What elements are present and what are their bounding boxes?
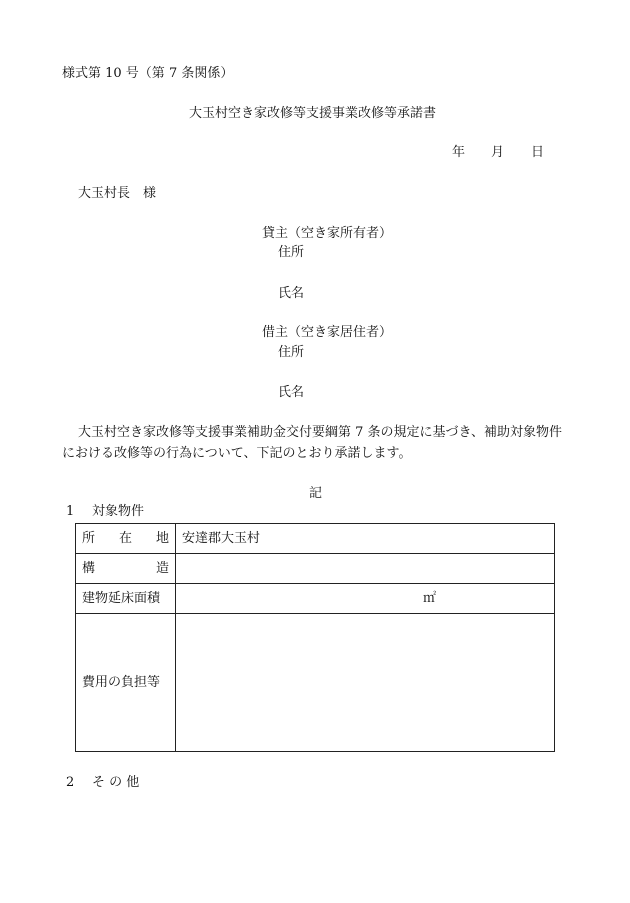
table-row-floor-area [76, 584, 555, 614]
table-row-cost [76, 614, 555, 752]
floor-area-unit: ㎡ [422, 590, 436, 606]
addressee: 大玉村長 様 [78, 186, 157, 201]
lender-address-label: 住所 [278, 245, 305, 260]
borrower-name-label: 氏名 [278, 385, 305, 400]
borrower-address-label: 住所 [278, 345, 305, 360]
ki-heading: 記 [309, 486, 323, 501]
table-row-structure [76, 554, 555, 584]
structure-label-char: 造 [155, 560, 169, 576]
property-table [75, 523, 555, 752]
location-label-char: 在 [118, 530, 132, 546]
section1-number: 1 [66, 504, 75, 519]
location-label-char: 所 [82, 530, 96, 546]
cost-label: 費用の負担等 [76, 614, 176, 752]
date-year: 年 [452, 145, 466, 160]
lender-name-label: 氏名 [278, 286, 305, 301]
location-value: 安達郡大玉村 [176, 524, 555, 554]
floor-area-value [176, 584, 555, 614]
cost-value [176, 614, 555, 752]
section2-number: 2 [66, 775, 75, 790]
body-text-line2: における改修等の行為について、下記のとおり承諾します。 [62, 446, 412, 461]
section1-title: 対象物件 [92, 504, 145, 519]
location-label-char: 地 [155, 530, 169, 546]
location-label [76, 524, 176, 554]
document-title: 大玉村空き家改修等支援事業改修等承諾書 [189, 106, 437, 121]
structure-label-char: 構 [82, 560, 96, 576]
section2-title: そ の 他 [92, 775, 140, 790]
floor-area-label: 建物延床面積 [76, 584, 176, 614]
structure-label [76, 554, 176, 584]
date-day: 日 [531, 145, 545, 160]
structure-value [176, 554, 555, 584]
lender-heading: 貸主（空き家所有者） [262, 226, 393, 241]
borrower-heading: 借主（空き家居住者） [262, 325, 393, 340]
form-number: 様式第 10 号（第 7 条関係） [62, 66, 234, 81]
table-row-location [76, 524, 555, 554]
body-text-line1: 大玉村空き家改修等支援事業補助金交付要綱第 7 条の規定に基づき、補助対象物件 [78, 425, 563, 440]
date-month: 月 [491, 145, 505, 160]
